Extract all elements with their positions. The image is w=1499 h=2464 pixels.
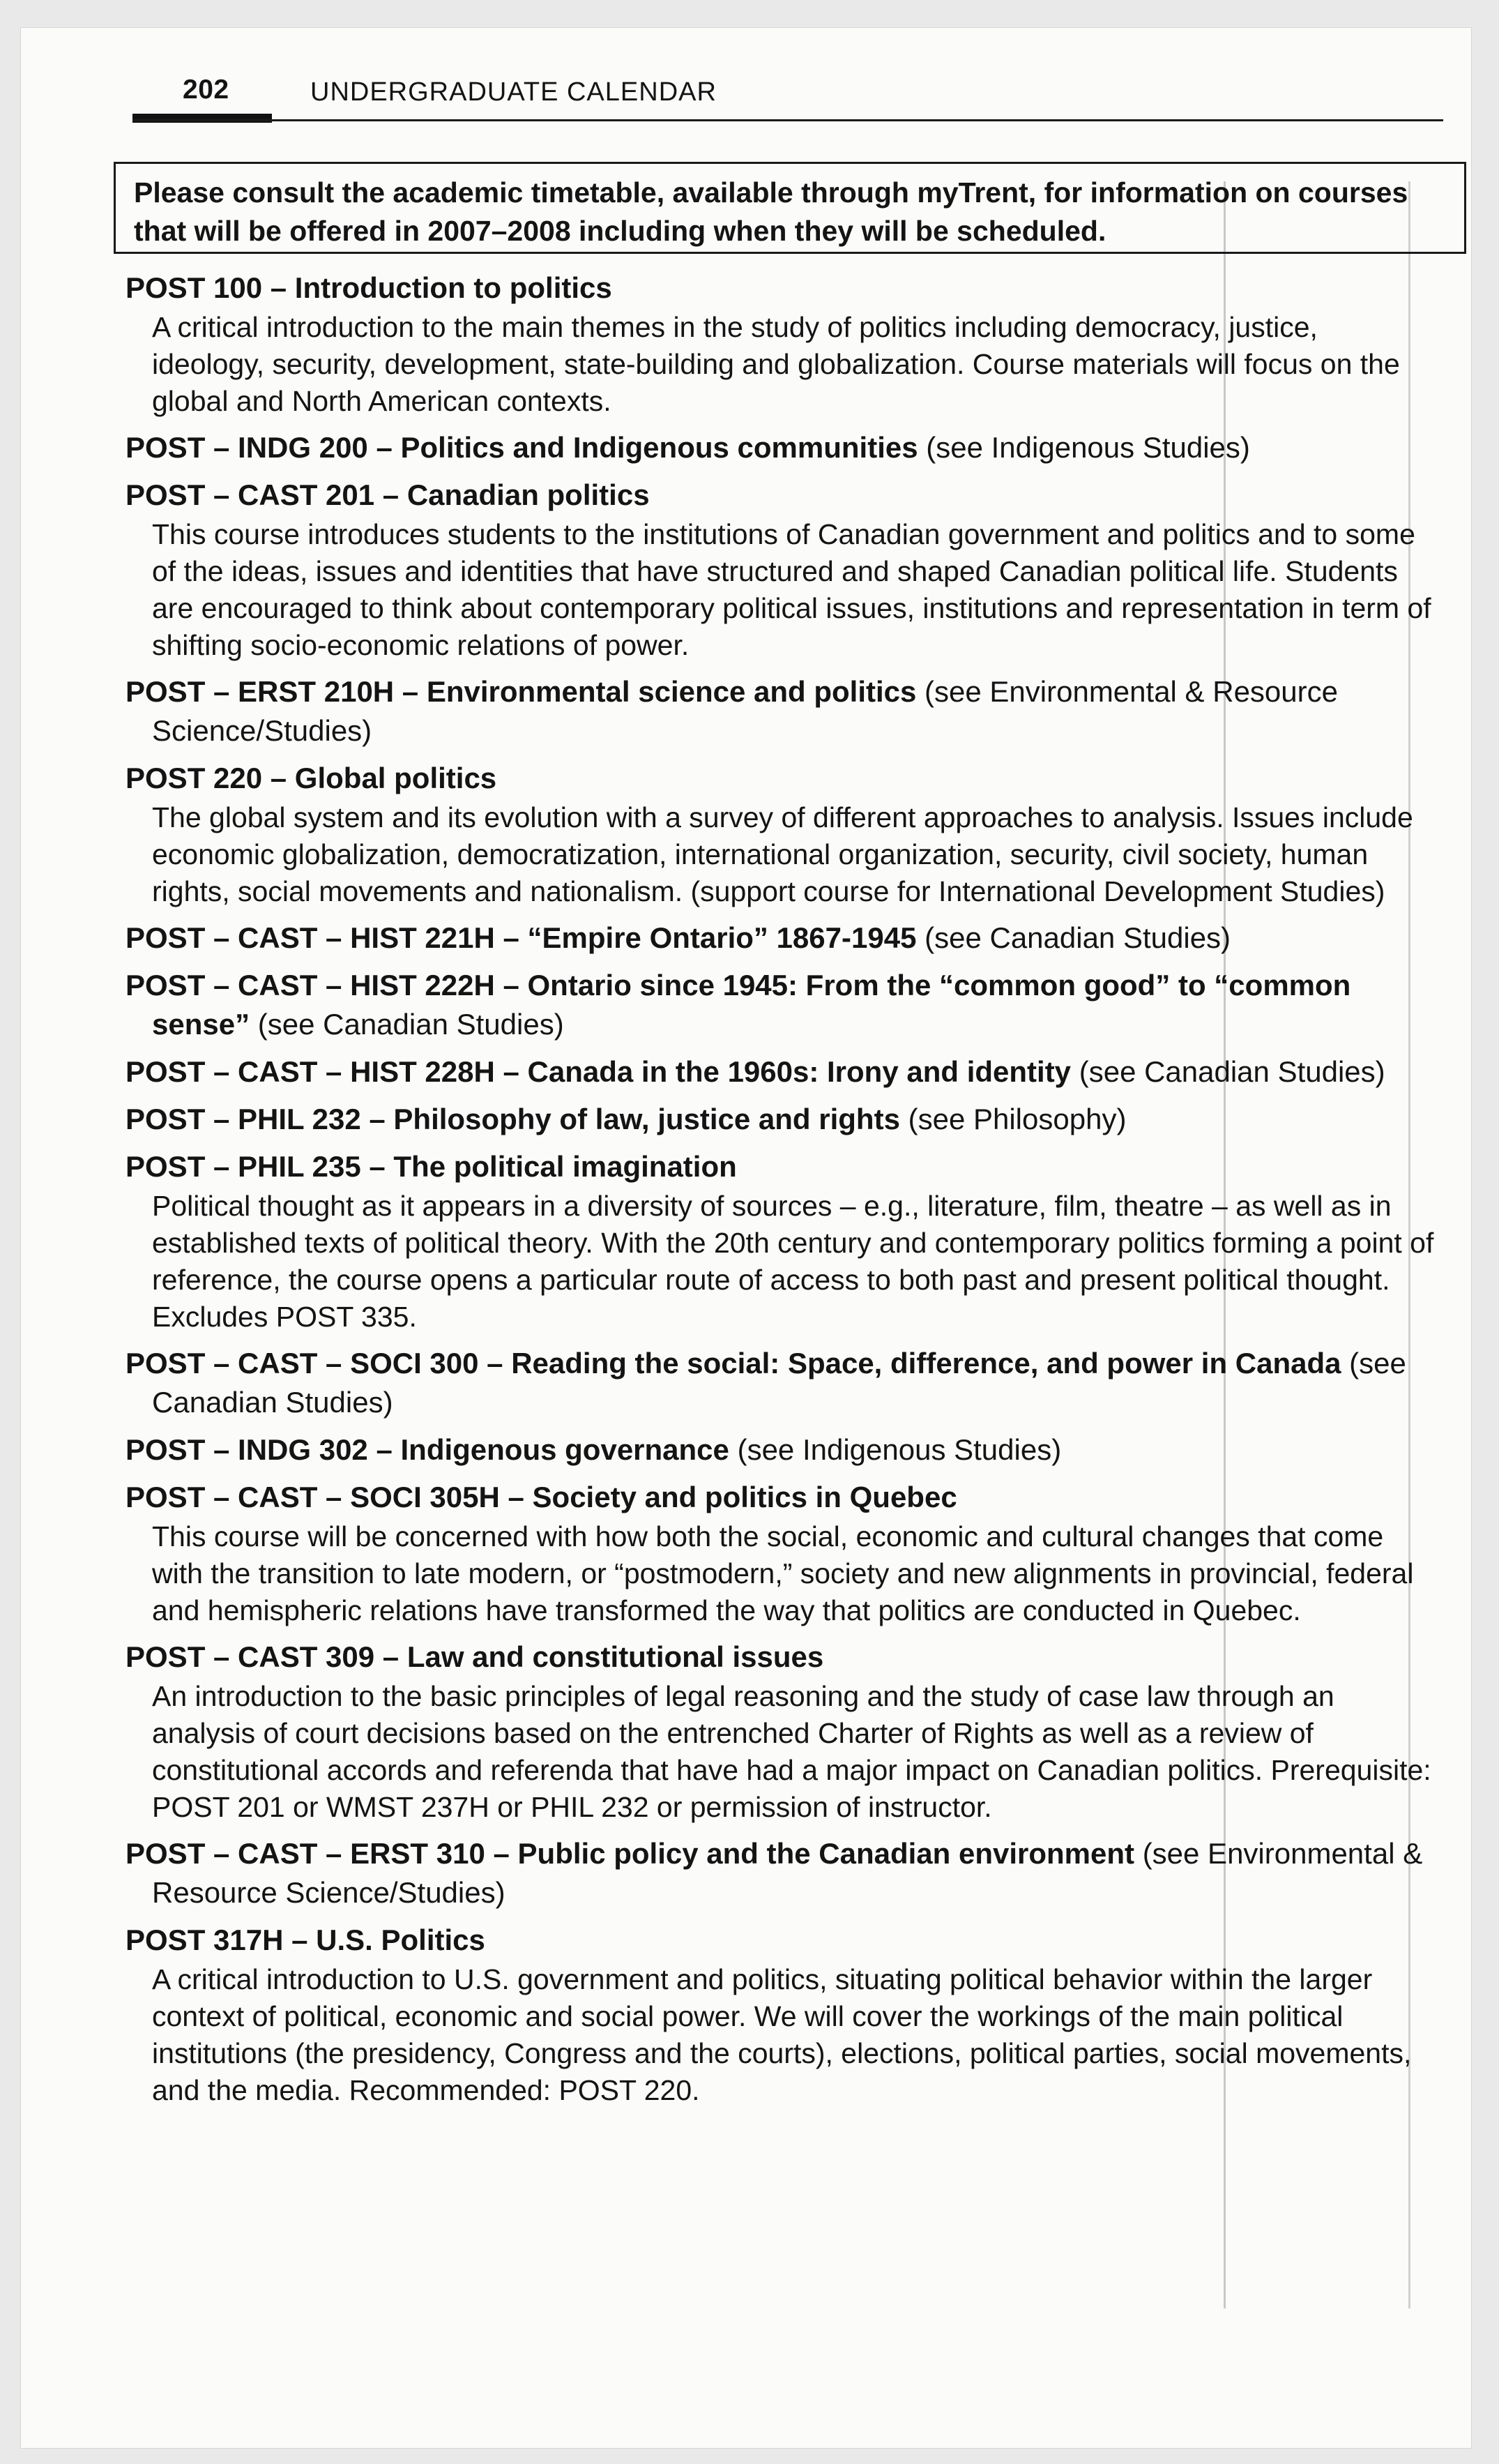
course-heading <box>125 1052 1436 1091</box>
course-entry <box>125 1638 1436 1826</box>
course-cross-reference: (see Canadian Studies) <box>257 1008 564 1041</box>
course-entry <box>125 1921 1436 2109</box>
course-title: POST – CAST 309 – Law and constitutional issues <box>125 1640 824 1673</box>
course-description: This course introduces students to the institutions of Canadian government and politics and to some of the ideas, issues and identities that have structured and shaped Canadian political life. Students are encouraged to think about contemporary political issues, institutions and representation in term of shifting socio-economic relations of power. <box>152 518 1431 661</box>
course-title: POST – CAST – HIST 228H – Canada in the 1960s: Irony and identity <box>125 1055 1072 1088</box>
course-cross-reference: (see Canadian Studies) <box>924 921 1231 954</box>
course-heading <box>125 1344 1436 1422</box>
course-entry <box>125 1344 1436 1422</box>
course-cross-reference: (see Environmental & Resource Science/Studies) <box>152 675 1338 747</box>
page-header <box>132 73 1443 122</box>
course-cross-reference: (see Indigenous Studies) <box>926 431 1250 464</box>
course-heading <box>125 1100 1436 1139</box>
course-entry <box>125 1834 1436 1912</box>
course-cross-reference: (see Indigenous Studies) <box>737 1433 1062 1466</box>
header-thick-rule <box>132 114 272 123</box>
course-entry <box>125 1052 1436 1091</box>
course-description: A critical introduction to U.S. government and politics, situating political behavior within the larger context of political, economic and social power. We will cover the workings of the main political institutions (the presidency, Congress and the courts), elections, political parties, social movements, and the media. Recommended: POST 220. <box>152 1963 1412 2106</box>
course-entry <box>125 269 1436 420</box>
course-heading <box>125 759 1436 798</box>
course-title: POST – CAST 201 – Canadian politics <box>125 478 650 511</box>
course-heading <box>125 919 1436 958</box>
course-heading <box>125 428 1436 467</box>
course-entry <box>125 476 1436 664</box>
course-entry <box>125 919 1436 958</box>
course-heading <box>125 1478 1436 1517</box>
course-entry <box>125 759 1436 910</box>
course-title: POST – PHIL 235 – The political imagination <box>125 1150 737 1183</box>
course-heading <box>125 1638 1436 1677</box>
course-title: POST – CAST – HIST 222H – Ontario since 1945: From the “common good” to “common sense” <box>125 969 1351 1041</box>
course-title: POST – INDG 302 – Indigenous governance <box>125 1433 729 1466</box>
course-title: POST – CAST – HIST 221H – “Empire Ontario” 1867-1945 <box>125 921 917 954</box>
course-entry <box>125 966 1436 1044</box>
course-entry <box>125 1430 1436 1469</box>
timetable-notice: Please consult the academic timetable, available through myTrent, for information on courses that will be offered in 2007–2008 including when they will be scheduled. <box>114 162 1466 254</box>
course-title: POST – CAST – SOCI 300 – Reading the social: Space, difference, and power in Canada <box>125 1347 1341 1380</box>
course-cross-reference: (see Canadian Studies) <box>1079 1055 1385 1088</box>
course-title: POST 220 – Global politics <box>125 762 497 794</box>
course-heading <box>125 672 1436 750</box>
course-title: POST – CAST – ERST 310 – Public policy and the Canadian environment <box>125 1837 1135 1870</box>
course-entry <box>125 428 1436 467</box>
course-entry <box>125 1100 1436 1139</box>
course-title: POST – ERST 210H – Environmental science and politics <box>125 675 917 708</box>
course-heading <box>125 476 1436 515</box>
course-entry <box>125 672 1436 750</box>
course-description: The global system and its evolution with a survey of different approaches to analysis. Issues include economic globalization, democratization, international organization, security, civil society, human rights, social movements and nationalism. (support course for International Development Studies) <box>152 801 1413 907</box>
course-entry <box>125 1478 1436 1629</box>
course-title: POST 100 – Introduction to politics <box>125 271 612 304</box>
course-title: POST – CAST – SOCI 305H – Society and politics in Quebec <box>125 1481 957 1513</box>
course-title: POST – PHIL 232 – Philosophy of law, justice and rights <box>125 1103 900 1135</box>
course-heading <box>125 966 1436 1044</box>
course-heading <box>125 1921 1436 1960</box>
course-title: POST 317H – U.S. Politics <box>125 1923 485 1956</box>
course-description: This course will be concerned with how both the social, economic and cultural changes that come with the transition to late modern, or “postmodern,” society and new alignments in provincial, federal and hemispheric relations have transformed the way that politics are conducted in Quebec. <box>152 1520 1414 1626</box>
running-head: UNDERGRADUATE CALENDAR <box>310 77 717 107</box>
course-description: Political thought as it appears in a diversity of sources – e.g., literature, film, theatre – as well as in established texts of political theory. With the 20th century and contemporary politics forming a point of reference, the course opens a particular route of access to both past and present political thought. Excludes POST 335. <box>152 1190 1434 1333</box>
course-heading <box>125 1834 1436 1912</box>
course-title: POST – INDG 200 – Politics and Indigenous communities <box>125 431 918 464</box>
course-description: A critical introduction to the main themes in the study of politics including democracy, justice, ideology, security, development, state-building and globalization. Course materials will focus on the global and North American contexts. <box>152 311 1400 417</box>
header-rule <box>132 119 1443 121</box>
course-cross-reference: (see Philosophy) <box>908 1103 1127 1135</box>
page-number: 202 <box>183 75 229 105</box>
course-heading <box>125 269 1436 308</box>
course-entry <box>125 1147 1436 1336</box>
course-heading <box>125 1430 1436 1469</box>
course-list <box>125 269 1436 2117</box>
course-description: An introduction to the basic principles of legal reasoning and the study of case law through an analysis of court decisions based on the entrenched Charter of Rights as well as a review of constitutional accords and referenda that have had a major impact on Canadian politics. Prerequisite: POST 201 or WMST 237H or PHIL 232 or permission of instructor. <box>152 1680 1431 1823</box>
course-cross-reference: (see Canadian Studies) <box>152 1347 1406 1419</box>
course-heading <box>125 1147 1436 1186</box>
course-cross-reference: (see Environmental & Resource Science/Studies) <box>152 1837 1423 1909</box>
